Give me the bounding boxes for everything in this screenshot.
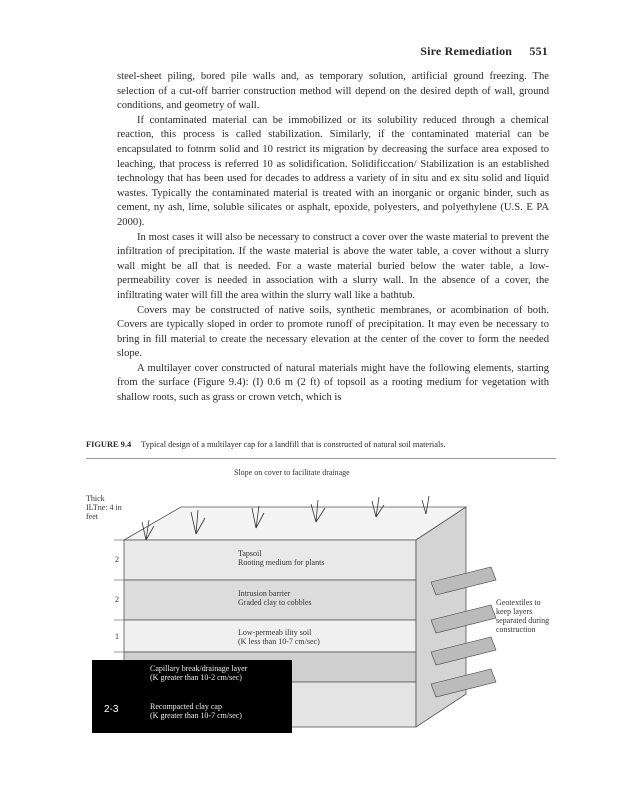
figure-caption [86, 440, 556, 449]
page-number: 551 [529, 44, 548, 58]
layer-name: Intrusion barrier [238, 589, 291, 598]
layer-label [238, 628, 320, 646]
layer-desc: (K greater than 10-2 cm/sec) [150, 673, 242, 682]
paragraph: Covers may be constructed of native soils, synthetic membranes, or acombination of both. Covers are typically sloped in order to promote runoff of precipitation. It may even be necessary to bring in fill material to create the necessary elevation at the center of the cover to form the needed slope. [117, 304, 549, 360]
running-header [420, 44, 548, 59]
figure-caption-label: FIGURE 9.4 [86, 440, 132, 449]
layer-desc: Rooting medium for plants [238, 558, 325, 567]
geotextile-label: Geotextiles to keep layers separated during construction [496, 598, 550, 634]
paragraph: steel-sheet piling, bored pile walls and, as temporary solution, artificial ground freezing. The selection of a cut-off barrier construction method will depend on the desired depth of wall, ground conditions, and geometry of wall. [117, 71, 549, 112]
layer-name: Low-permeab ility soil [238, 628, 312, 637]
running-title: Sire Remediation [420, 44, 513, 58]
thickness-label: Thick ILTne: 4 in feet [86, 494, 122, 521]
figure-occlusion-block [92, 660, 292, 733]
layer-desc: (K greater than 10-7 cm/sec) [150, 711, 242, 720]
layer-label [238, 589, 312, 607]
layer-name: Tapsoil [238, 549, 262, 558]
layer-label [238, 549, 324, 567]
caption-divider [86, 458, 556, 459]
layer-desc: (K less than 10-7 cm/sec) [238, 637, 320, 646]
thickness-value: 1 [115, 632, 119, 641]
paragraph: In most cases it will also be necessary to construct a cover over the waste material to prevent the infiltration of precipitation. If the waste material is above the water table, a cover without a slurry wall might be all that is needed. For a waste material buried below the water table, a low-permeability cover is needed in association with a slurry wall. In the absence of a cover, the infiltrating water will fill the area within the slurry wall like a bathtub. [117, 231, 549, 301]
paragraph: A multilayer cover constructed of natural materials might have the following elements, starting from the surface (Figure 9.4): (I) 0.6 m (2 ft) of topsoil as a rooting medium for vegetation with shallow roots, such as grass or crown vetch, which is [117, 362, 549, 404]
thickness-value: 2 [115, 555, 119, 564]
paragraph: If contaminated material can be immobilized or its solubility reduced through a chemical reaction, this process is called stabilization. Similarly, if the contaminated material can be encapsulated to fotnrm solid and 10 restrict its migration by decreasing the surface area exposed to leaching, that process is referred 10 as solidification. Solidificcation/ Stabilization is an established technology that has been used for decades to address a variety of in situ and ex situ solid and liquid wastes. Typically the contaminated material is treated with an inorganic or organic binder, such as cement, ny ash, lime, soluble silicates or asphalt, epoxide, polyesters, and polyethylene (U.S. E PA 2000). [117, 114, 549, 228]
thickness-value: 2 [115, 595, 119, 604]
layer-label [150, 702, 242, 720]
layer-desc: Graded clay to cobbles [238, 598, 312, 607]
layer-name: Capillary break/drainage layer [150, 664, 248, 673]
figure-caption-text: Typical design of a multilayer cap for a landfill that is constructed of natural soil materials. [141, 440, 446, 449]
body-text [117, 70, 549, 406]
slope-label: Slope on cover to facilitate drainage [234, 468, 350, 477]
layer-name: Recompacted clay cap [150, 702, 222, 711]
layer-label [150, 664, 247, 682]
thickness-value: 2-3 [104, 704, 119, 715]
